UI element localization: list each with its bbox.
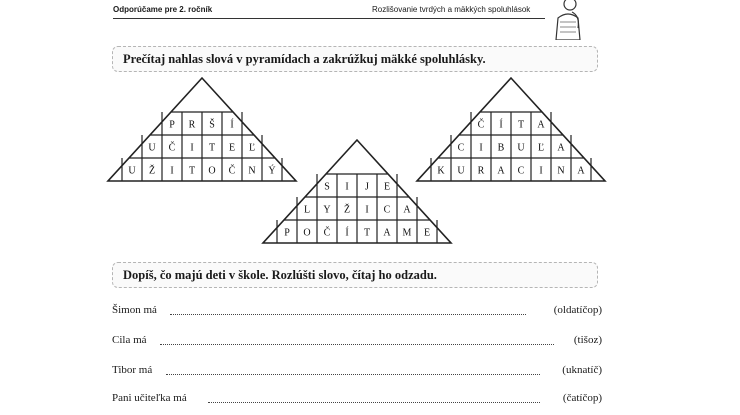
pyramid-letter[interactable]: P bbox=[169, 119, 175, 131]
pyramid-letter[interactable]: Y bbox=[323, 204, 331, 216]
pyramid-letter[interactable]: T bbox=[208, 142, 216, 154]
pyramid-letter[interactable]: Č bbox=[323, 227, 331, 239]
pyramid-letter[interactable]: E bbox=[423, 227, 431, 239]
pyramid-letter[interactable]: U bbox=[128, 165, 136, 177]
pyramid-letter[interactable]: L bbox=[303, 204, 311, 216]
pyramid-letter[interactable]: J bbox=[365, 181, 369, 193]
pyramid-letter[interactable]: U bbox=[457, 165, 465, 177]
pyramid-letter[interactable]: K bbox=[437, 165, 445, 177]
pyramid-letter[interactable]: C bbox=[457, 142, 465, 154]
pyramid-letter[interactable]: A bbox=[557, 142, 565, 154]
pyramid-letter[interactable]: Č bbox=[228, 165, 236, 177]
task-1-instruction: Prečítaj nahlas slová v pyramídach a zakrúžkuj mäkké spoluhlásky. bbox=[123, 52, 486, 66]
task-2-box bbox=[112, 262, 598, 288]
pyramid-letter[interactable]: I bbox=[190, 142, 194, 154]
answer-row bbox=[112, 334, 602, 350]
pyramid-letter[interactable]: B bbox=[497, 142, 505, 154]
grade-recommendation: Odporúčame pre 2. ročník bbox=[113, 5, 213, 14]
pyramid-letter[interactable]: O bbox=[208, 165, 216, 177]
worksheet-topic: Rozlišovanie tvrdých a mäkkých spoluhlások bbox=[372, 5, 531, 14]
pyramid bbox=[108, 78, 296, 181]
pyramid-letter[interactable]: Ž bbox=[343, 204, 351, 216]
pyramid-letter[interactable]: Ž bbox=[148, 165, 156, 177]
answer-row bbox=[112, 304, 602, 320]
pyramid-letter[interactable]: Ľ bbox=[537, 142, 545, 154]
pyramid-letter[interactable]: Í bbox=[345, 227, 349, 239]
pyramid-letter[interactable]: E bbox=[383, 181, 391, 193]
scrambled-word-hint: (uknatíč) bbox=[562, 364, 602, 376]
pyramid-letter[interactable]: I bbox=[479, 142, 483, 154]
pyramid-letter[interactable]: Ý bbox=[268, 165, 276, 177]
answer-line[interactable] bbox=[208, 402, 540, 403]
pyramid-letter[interactable]: I bbox=[365, 204, 369, 216]
pyramid-letter[interactable]: Í bbox=[230, 119, 234, 131]
scrambled-word-hint: (oldatíčop) bbox=[553, 304, 602, 316]
pyramid-letter[interactable]: A bbox=[383, 227, 391, 239]
pyramid bbox=[263, 140, 451, 243]
pyramid-letter[interactable]: I bbox=[170, 165, 174, 177]
pyramid-letter[interactable]: Í bbox=[499, 119, 503, 131]
pyramid-letter[interactable]: M bbox=[402, 227, 412, 239]
answer-row bbox=[112, 364, 602, 380]
pyramid-letter[interactable]: I bbox=[539, 165, 543, 177]
pyramid-letter[interactable]: T bbox=[188, 165, 196, 177]
pyramid-letter[interactable]: A bbox=[537, 119, 545, 131]
pyramid-letter[interactable]: O bbox=[303, 227, 311, 239]
answer-row bbox=[112, 392, 602, 408]
answer-row-name: Cila má bbox=[112, 334, 147, 346]
pyramid-letter[interactable]: I bbox=[345, 181, 349, 193]
pyramid-letter[interactable]: N bbox=[557, 165, 565, 177]
pyramid-letter[interactable]: T bbox=[363, 227, 371, 239]
answer-row-name: Šimon má bbox=[112, 304, 157, 316]
pyramid-letter[interactable]: R bbox=[188, 119, 196, 131]
pyramid-letter[interactable]: C bbox=[517, 165, 525, 177]
scrambled-word-hint: (tišoz) bbox=[573, 334, 602, 346]
pyramid-letter[interactable]: N bbox=[248, 165, 256, 177]
pyramid-letter[interactable]: A bbox=[577, 165, 585, 177]
pyramid-letter[interactable]: R bbox=[477, 165, 485, 177]
pyramid-letter[interactable]: S bbox=[324, 181, 330, 193]
answer-row-name: Tibor má bbox=[112, 364, 153, 376]
scrambled-word-hint: (čatíčop) bbox=[562, 392, 602, 404]
pyramid-letter[interactable]: Č bbox=[477, 119, 485, 131]
pyramid-letter[interactable]: C bbox=[383, 204, 391, 216]
pyramid-letter[interactable]: T bbox=[517, 119, 525, 131]
pyramid-letter[interactable]: E bbox=[228, 142, 236, 154]
pyramid-letter[interactable]: U bbox=[517, 142, 525, 154]
pyramid-letter[interactable]: Ľ bbox=[248, 142, 256, 154]
answer-line[interactable] bbox=[170, 314, 526, 315]
pyramid-letter[interactable]: P bbox=[284, 227, 290, 239]
pyramid bbox=[417, 78, 605, 181]
pyramid-letter[interactable]: A bbox=[497, 165, 505, 177]
answer-line[interactable] bbox=[166, 374, 540, 375]
pyramid-letter[interactable]: Č bbox=[168, 142, 176, 154]
task-2-instruction: Dopíš, čo majú deti v škole. Rozlúšti slovo, čítaj ho odzadu. bbox=[123, 268, 437, 282]
pyramid-letter[interactable]: A bbox=[403, 204, 411, 216]
pyramid-letter[interactable]: Š bbox=[209, 119, 215, 131]
answer-row-name: Pani učiteľka má bbox=[112, 392, 187, 404]
answer-line[interactable] bbox=[160, 344, 554, 345]
pyramid-letter[interactable]: U bbox=[148, 142, 156, 154]
